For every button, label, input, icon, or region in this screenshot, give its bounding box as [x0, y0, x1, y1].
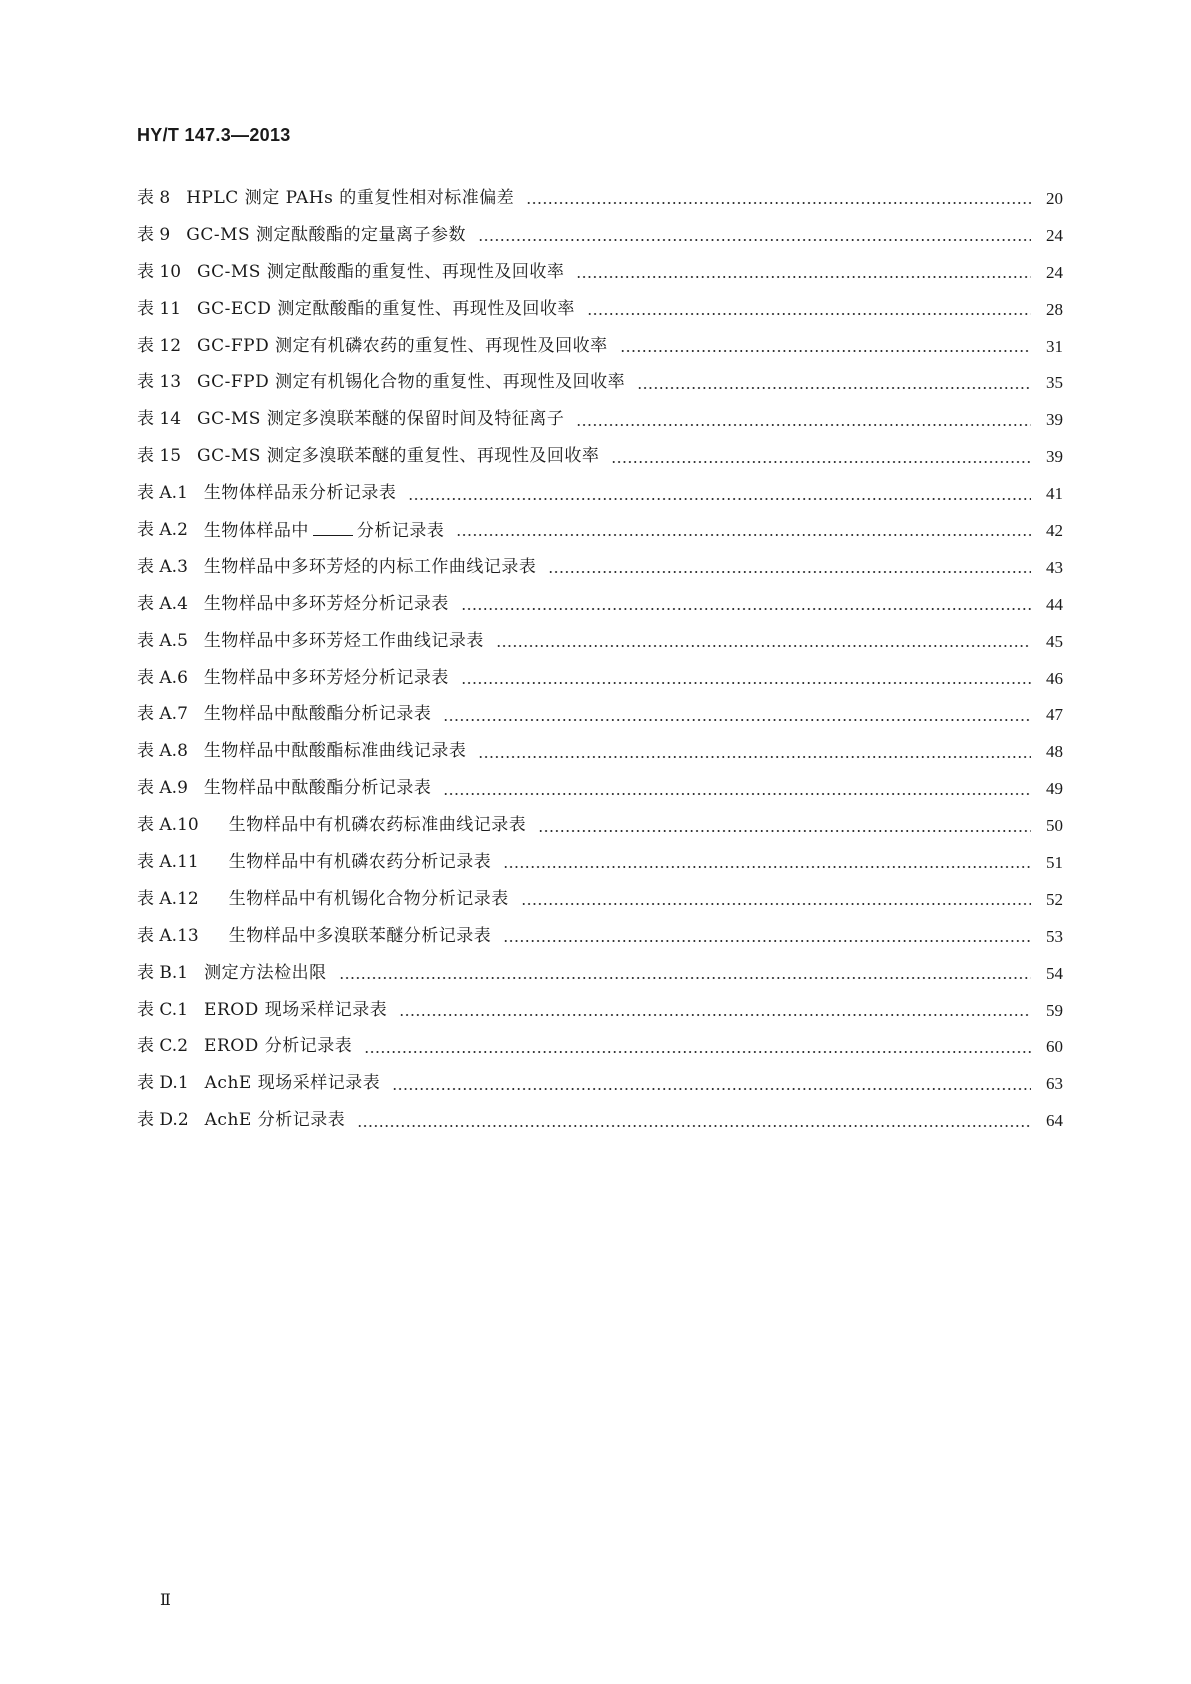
toc-entry-title: 生物样品中有机磷农药标准曲线记录表 [228, 815, 527, 836]
toc-entry-title: GC-MS 测定多溴联苯醚的保留时间及特征离子 [197, 409, 565, 430]
toc-entry[interactable] [137, 696, 1063, 733]
toc-entry-title: GC-ECD 测定酞酸酯的重复性、再现性及回收率 [197, 298, 575, 319]
toc-entry[interactable] [137, 770, 1063, 807]
dot-leader [392, 1088, 1031, 1090]
toc-entry-number: 表 10 [137, 261, 182, 282]
toc-entry-number: 表 9 [137, 224, 171, 245]
toc-entry-number: 表 A.9 [137, 778, 188, 799]
toc-entry-number: 表 A.10 [137, 815, 199, 836]
toc-entry-page: 53 [1046, 926, 1063, 946]
dot-leader [620, 350, 1031, 352]
toc-entry-number: 表 A.4 [137, 593, 188, 614]
toc-entry-title: EROD 现场采样记录表 [204, 999, 388, 1020]
toc-entry-number: 表 13 [137, 372, 182, 393]
page-number: Ⅱ [160, 1592, 171, 1609]
toc-entry-page: 49 [1046, 779, 1063, 799]
dot-leader [548, 571, 1031, 573]
dot-leader [611, 461, 1031, 463]
toc-entry-number: 表 8 [137, 187, 171, 208]
dot-leader [478, 756, 1031, 758]
toc-entry-title: 生物样品中多环芳烃工作曲线记录表 [203, 630, 484, 651]
dot-leader [443, 719, 1031, 721]
toc-entry-number: 表 A.3 [137, 556, 188, 577]
toc-entry[interactable] [137, 807, 1063, 844]
toc-entry-page: 31 [1046, 336, 1063, 356]
toc-entry[interactable] [137, 1028, 1063, 1065]
toc-entry-title: AchE 分析记录表 [204, 1110, 346, 1131]
toc-entry-page: 24 [1046, 262, 1063, 282]
dot-leader [399, 1014, 1031, 1016]
dot-leader [443, 793, 1031, 795]
toc-entry-title: 生物样品中有机磷农药分析记录表 [228, 851, 492, 872]
toc-entry-page: 39 [1046, 410, 1063, 430]
toc-entry-title: GC-FPD 测定有机磷农药的重复性、再现性及回收率 [197, 335, 608, 356]
dot-leader [478, 239, 1031, 241]
toc-entry-number: 表 14 [137, 409, 182, 430]
toc-entry-title-part: 分析记录表 [356, 520, 445, 541]
toc-entry-title: EROD 分析记录表 [204, 1036, 353, 1057]
toc-entry-title: 生物样品中多环芳烃分析记录表 [203, 667, 449, 688]
toc-entry-title-part: 生物体样品中 [203, 520, 309, 541]
toc-entry[interactable] [137, 328, 1063, 365]
toc-entry-number: 表 D.2 [137, 1110, 189, 1131]
toc-entry-page: 44 [1046, 594, 1063, 614]
toc-entry-page: 35 [1046, 373, 1063, 393]
toc-entry-title: 生物样品中酞酸酯分析记录表 [203, 704, 432, 725]
toc-entry[interactable] [137, 881, 1063, 918]
toc-entry-number: 表 C.2 [137, 1036, 189, 1057]
toc-entry-page: 51 [1046, 852, 1063, 872]
document-code: HY/T 147.3—2013 [137, 125, 291, 145]
toc-entry-page: 45 [1046, 631, 1063, 651]
toc-entry[interactable] [137, 180, 1063, 217]
toc-entry[interactable] [137, 1102, 1063, 1139]
toc-entry-number: 表 A.7 [137, 704, 188, 725]
toc-entry-page: 46 [1046, 668, 1063, 688]
toc-entry-page: 48 [1046, 742, 1063, 762]
dot-leader [357, 1125, 1031, 1127]
dot-leader [576, 424, 1031, 426]
toc-entry-number: 表 A.5 [137, 630, 188, 651]
toc-entry[interactable] [137, 623, 1063, 660]
toc-entry-title: GC-MS 测定多溴联苯醚的重复性、再现性及回收率 [197, 446, 600, 467]
toc-entry-page: 50 [1046, 816, 1063, 836]
dot-leader [408, 498, 1031, 500]
toc-entry-title: 生物样品中多溴联苯醚分析记录表 [228, 925, 492, 946]
toc-entry[interactable] [137, 475, 1063, 512]
toc-entry[interactable] [137, 254, 1063, 291]
toc-entry[interactable] [137, 438, 1063, 475]
dot-leader [456, 534, 1031, 536]
toc-entry[interactable] [137, 586, 1063, 623]
toc-entry-title: 生物样品中多环芳烃分析记录表 [203, 593, 449, 614]
toc-entry-page: 20 [1046, 188, 1063, 208]
toc-entry-number: 表 A.11 [137, 851, 199, 872]
toc-entry-title: 生物样品中酞酸酯标准曲线记录表 [203, 741, 467, 762]
toc-entry-number: 表 12 [137, 335, 182, 356]
toc-entry-page: 64 [1046, 1111, 1063, 1131]
toc-entry-number: 表 A.13 [137, 925, 199, 946]
dot-leader [538, 830, 1031, 832]
dot-leader [521, 903, 1031, 905]
dot-leader [503, 940, 1031, 942]
toc-entry-number: 表 15 [137, 446, 182, 467]
toc-entry-title: GC-MS 测定酞酸酯的定量离子参数 [186, 224, 467, 245]
toc-entry-title: GC-FPD 测定有机锡化合物的重复性、再现性及回收率 [197, 372, 626, 393]
toc-entry-page: 52 [1046, 889, 1063, 909]
toc-entry-title [204, 521, 445, 540]
toc-entry[interactable] [137, 217, 1063, 254]
toc-entry-page: 63 [1046, 1074, 1063, 1094]
dot-leader [496, 645, 1031, 647]
toc-entry[interactable] [137, 992, 1063, 1029]
fill-in-blank [313, 521, 353, 536]
toc-entry[interactable] [137, 364, 1063, 401]
dot-leader [503, 866, 1031, 868]
dot-leader [637, 387, 1031, 389]
toc-entry-page: 47 [1046, 705, 1063, 725]
toc-entry-title: HPLC 测定 PAHs 的重复性相对标准偏差 [186, 187, 515, 208]
toc-entry-number: 表 11 [137, 298, 182, 319]
toc-entry[interactable] [137, 660, 1063, 697]
toc-entry-page: 41 [1046, 484, 1063, 504]
toc-entry-page: 42 [1046, 520, 1063, 540]
toc-entry-page: 54 [1046, 963, 1063, 983]
toc-entry-title: 测定方法检出限 [204, 962, 327, 983]
toc-entry-page: 43 [1046, 557, 1063, 577]
toc-entry-number: 表 A.12 [137, 888, 199, 909]
toc-entry-number: 表 A.6 [137, 667, 188, 688]
toc-entry[interactable] [137, 1065, 1063, 1102]
toc-entry-title: 生物样品中多环芳烃的内标工作曲线记录表 [203, 556, 537, 577]
toc-entry[interactable] [137, 955, 1063, 992]
toc-entry-number: 表 B.1 [137, 962, 189, 983]
toc-entry-title: 生物样品中有机锡化合物分析记录表 [228, 888, 509, 909]
toc-entry-number: 表 D.1 [137, 1073, 189, 1094]
toc-entry[interactable] [137, 549, 1063, 586]
toc-entry[interactable] [137, 733, 1063, 770]
toc-entry-title: 生物体样品汞分析记录表 [203, 483, 397, 504]
toc-entry[interactable] [137, 844, 1063, 881]
table-of-contents [137, 180, 1063, 1139]
toc-entry[interactable] [137, 401, 1063, 438]
toc-entry-page: 60 [1046, 1037, 1063, 1057]
toc-entry-title: AchE 现场采样记录表 [204, 1073, 381, 1094]
toc-entry-title: GC-MS 测定酞酸酯的重复性、再现性及回收率 [197, 261, 565, 282]
toc-entry-page: 24 [1046, 225, 1063, 245]
toc-entry-number: 表 A.8 [137, 741, 188, 762]
toc-entry-number: 表 A.2 [137, 519, 188, 540]
toc-entry[interactable] [137, 512, 1063, 549]
toc-entry[interactable] [137, 291, 1063, 328]
dot-leader [461, 608, 1031, 610]
dot-leader [339, 977, 1031, 979]
toc-entry-title: 生物样品中酞酸酯分析记录表 [203, 778, 432, 799]
dot-leader [587, 313, 1031, 315]
toc-entry-page: 59 [1046, 1000, 1063, 1020]
toc-entry[interactable] [137, 918, 1063, 955]
dot-leader [461, 682, 1031, 684]
dot-leader [364, 1051, 1031, 1053]
dot-leader [576, 276, 1031, 278]
toc-entry-page: 28 [1046, 299, 1063, 319]
toc-entry-number: 表 A.1 [137, 483, 188, 504]
toc-entry-number: 表 C.1 [137, 999, 189, 1020]
dot-leader [526, 202, 1031, 204]
toc-entry-page: 39 [1046, 447, 1063, 467]
